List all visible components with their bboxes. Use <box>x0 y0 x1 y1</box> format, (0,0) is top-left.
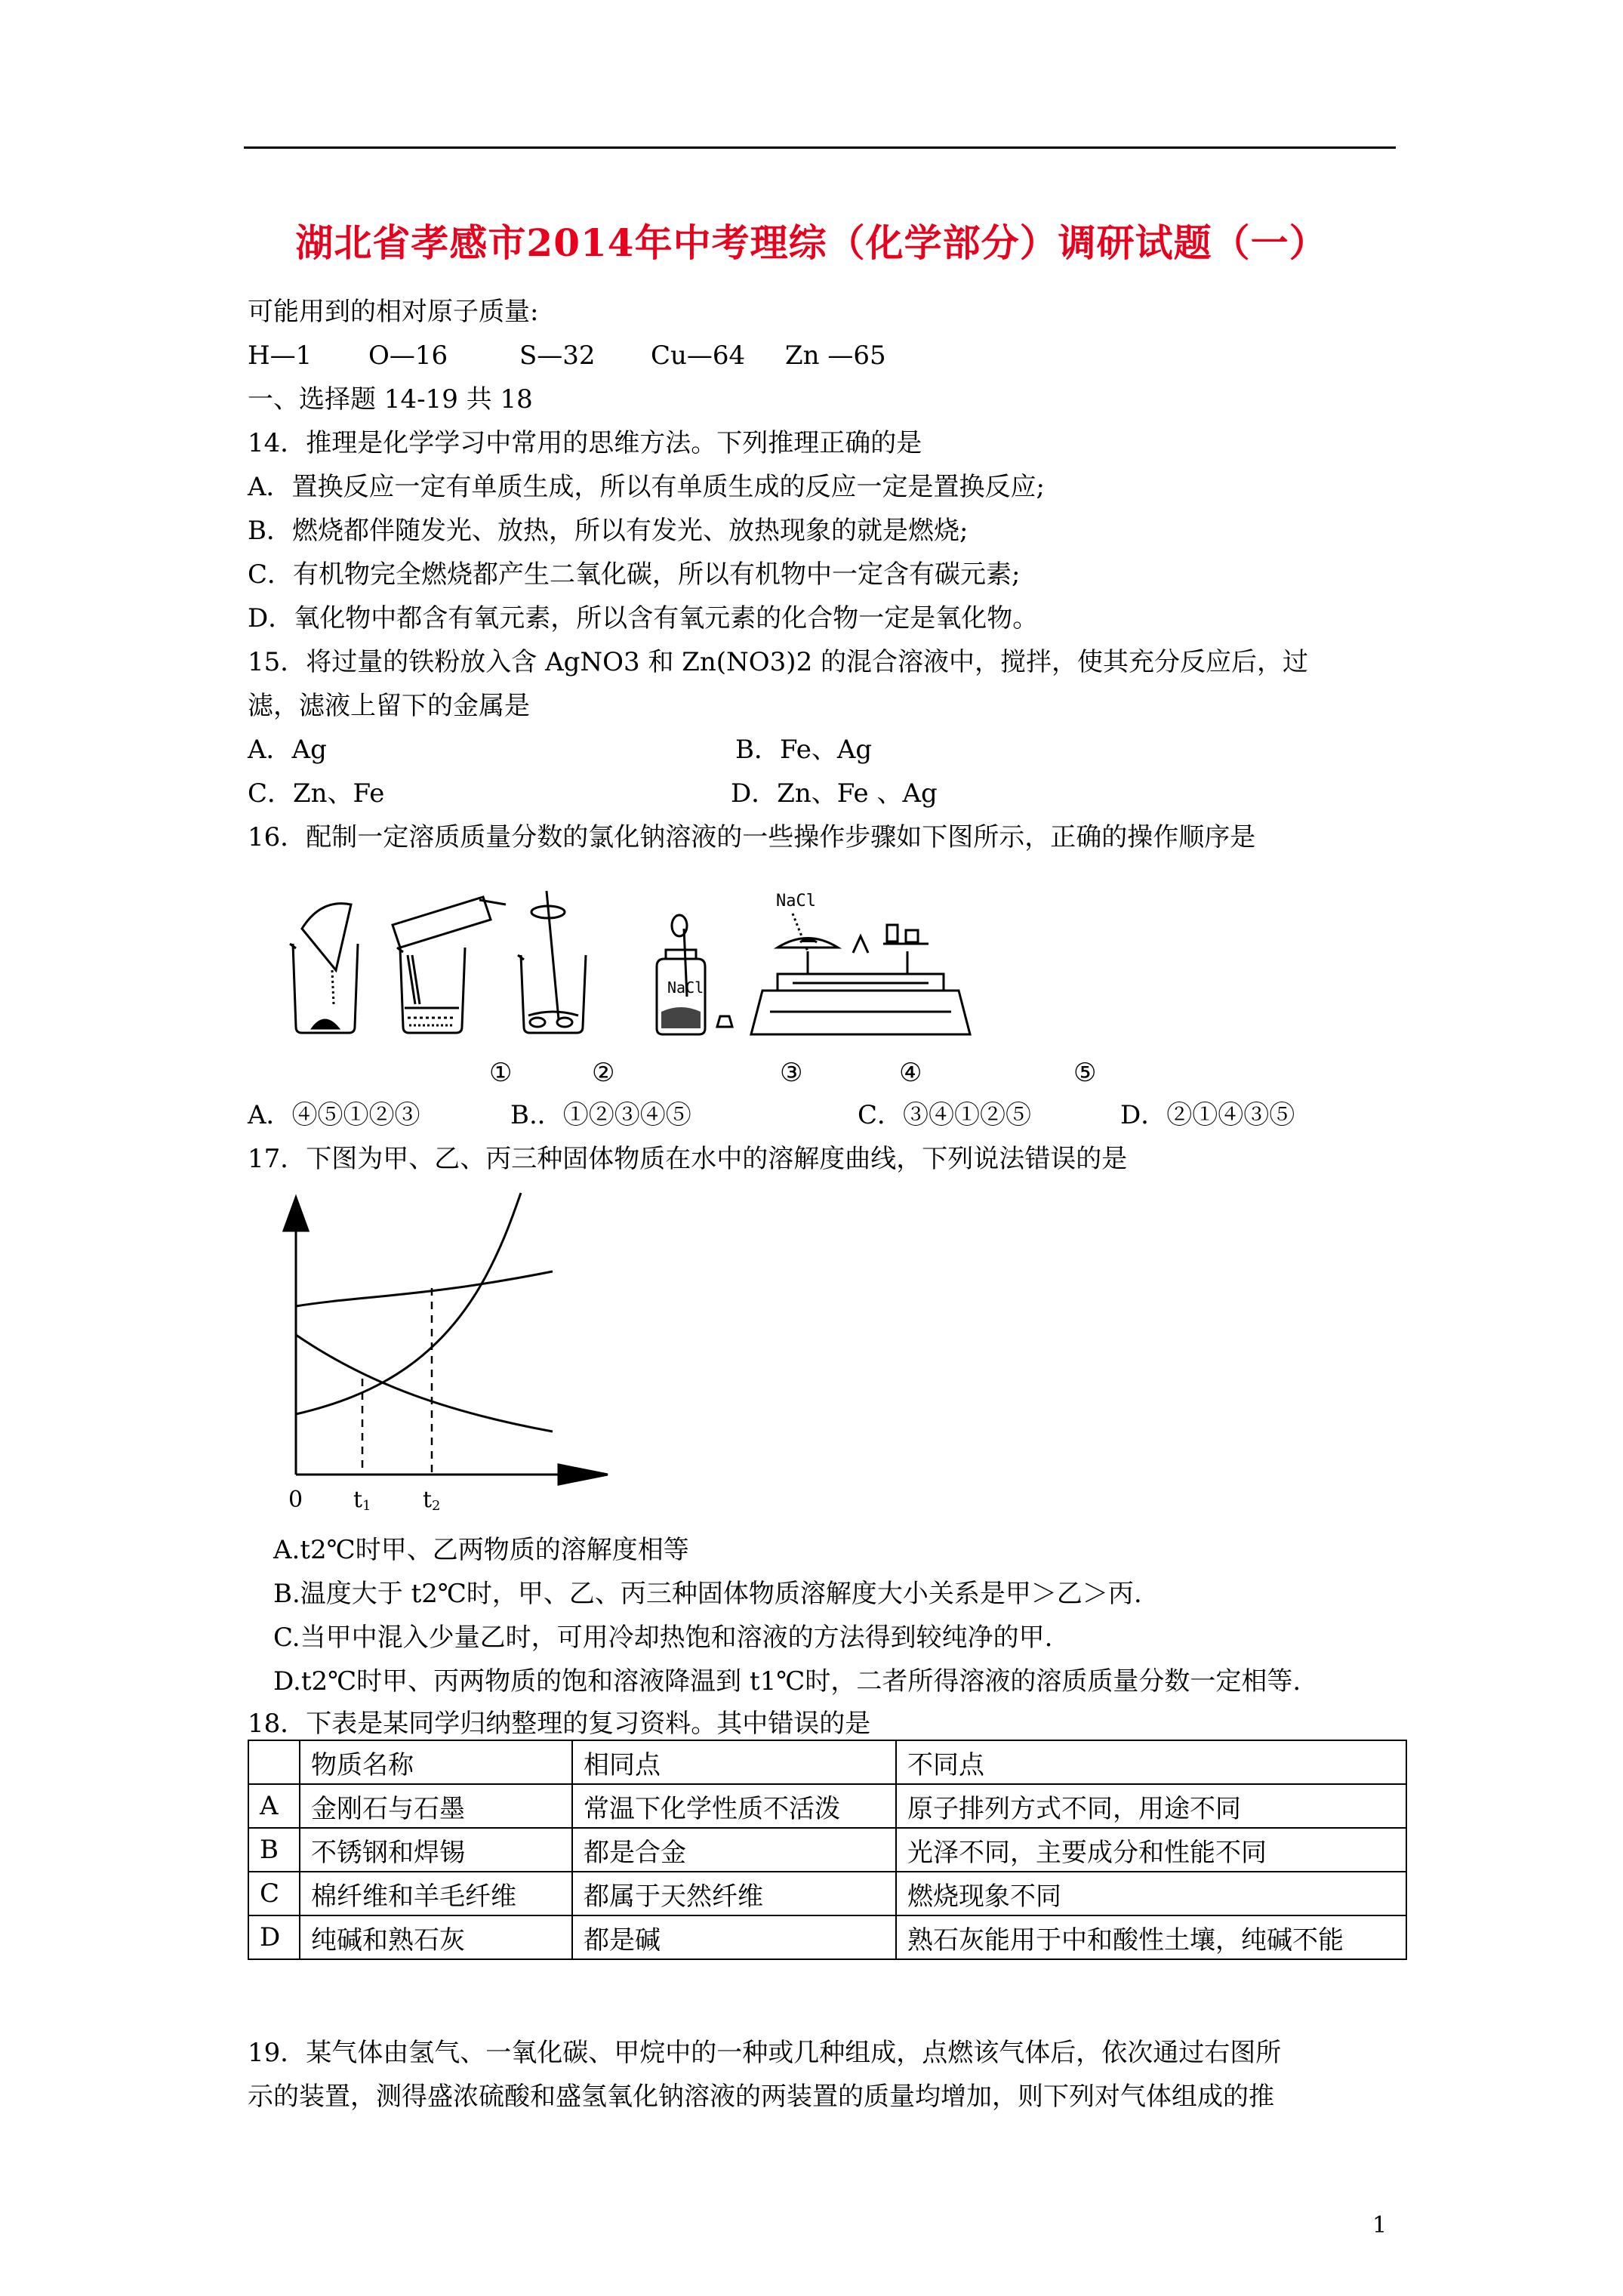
table-cell: 原子排列方式不同，用途不同 <box>896 1784 1406 1828</box>
table-cell: 都属于天然纤维 <box>572 1872 896 1915</box>
q16-option-c: C．③④①②⑤ <box>858 1100 1032 1130</box>
balance-icon <box>751 892 970 1034</box>
q15-stem-line2: 滤，滤液上留下的金属是 <box>248 691 530 721</box>
bottle-nacl-label: NaCl <box>667 978 704 997</box>
q16-figure <box>279 883 1034 1049</box>
q17-stem: 17．下图为甲、乙、丙三种固体物质在水中的溶解度曲线，下列说法错误的是 <box>248 1144 1128 1174</box>
q15-option-c: C．Zn、Fe <box>248 778 385 809</box>
mass-s: S—32 <box>519 341 596 371</box>
q15-option-d: D．Zn、Fe 、Ag <box>731 778 938 809</box>
mass-h: H—1 <box>248 341 313 371</box>
table-cell: 金刚石与石墨 <box>300 1784 572 1828</box>
q18-stem: 18．下表是某同学归纳整理的复习资料。其中错误的是 <box>248 1709 871 1739</box>
q19-line2: 示的装置，测得盛浓硫酸和盛氢氧化钠溶液的两装置的质量均增加，则下列对气体组成的推 <box>248 2082 1274 2112</box>
beaker-with-paper-icon <box>290 904 358 1033</box>
header-rule <box>244 146 1396 149</box>
q14-stem: 14．推理是化学学习中常用的思维方法。下列推理正确的是 <box>248 428 922 458</box>
y-axis-arrow <box>284 1197 308 1231</box>
mass-zn: Zn —65 <box>785 341 886 371</box>
table-row <box>248 1872 1406 1915</box>
q16-label-5: ⑤ <box>1073 1058 1097 1088</box>
q17-solubility-graph <box>272 1184 619 1516</box>
q14-option-a: A．置换反应一定有单质生成，所以有单质生成的反应一定是置换反应; <box>248 472 1046 502</box>
table-row <box>248 1915 1406 1959</box>
q16-option-b: B.．①②③④⑤ <box>510 1100 691 1130</box>
graph-t1-sub: 1 <box>362 1498 371 1514</box>
q16-label-1: ① <box>489 1058 513 1088</box>
curve-flat <box>296 1271 553 1306</box>
table-cell: C <box>248 1872 300 1915</box>
q16-option-d: D．②①④③⑤ <box>1120 1100 1295 1130</box>
x-axis-arrow <box>559 1465 608 1484</box>
table-row <box>248 1828 1406 1872</box>
q17-option-b: B.温度大于 t2℃时，甲、乙、丙三种固体物质溶解度大小关系是甲＞乙＞丙. <box>273 1579 1142 1609</box>
section-heading: 一、选择题 14-19 共 18 <box>248 384 533 415</box>
q16-label-2: ② <box>592 1058 615 1088</box>
table-cell: 不锈钢和焊锡 <box>300 1828 572 1872</box>
graph-t1: t <box>353 1487 363 1513</box>
q15-option-b: B．Fe、Ag <box>735 735 873 765</box>
table-cell: 都是碱 <box>572 1915 896 1959</box>
graph-t2-sub: 2 <box>432 1498 441 1514</box>
table-cell: 熟石灰能用于中和酸性土壤，纯碱不能 <box>896 1915 1406 1959</box>
q16-label-3: ③ <box>780 1058 803 1088</box>
q16-option-a: A．④⑤①②③ <box>248 1100 420 1130</box>
table-cell: 燃烧现象不同 <box>896 1872 1406 1915</box>
table-header-cell: 不同点 <box>896 1740 1406 1784</box>
table-cell: A <box>248 1784 300 1828</box>
table-cell: 都是合金 <box>572 1828 896 1872</box>
mass-cu: Cu—64 <box>651 341 746 371</box>
q14-option-c: C．有机物完全燃烧都产生二氧化碳，所以有机物中一定含有碳元素; <box>248 559 1021 590</box>
table-cell: 纯碱和熟石灰 <box>300 1915 572 1959</box>
q19-line1: 19．某气体由氢气、一氧化碳、甲烷中的一种或几种组成，点燃该气体后，依次通过右图所 <box>248 2038 1282 2068</box>
q14-option-d: D．氧化物中都含有氧元素，所以含有氧元素的化合物一定是氧化物。 <box>248 603 1039 633</box>
table-header-cell <box>248 1740 300 1784</box>
graph-t2: t <box>423 1487 433 1513</box>
table-cell: B <box>248 1828 300 1872</box>
q17-option-a: A.t2℃时甲、乙两物质的溶解度相等 <box>273 1535 689 1565</box>
q15-option-a: A．Ag <box>248 735 327 765</box>
beaker-stirring-icon <box>518 891 586 1033</box>
q17-option-c: C.当甲中混入少量乙时，可用冷却热饱和溶液的方法得到较纯净的甲. <box>273 1623 1053 1653</box>
table-cell: D <box>248 1915 300 1959</box>
intro-label: 可能用到的相对原子质量: <box>248 297 539 327</box>
curve-rising <box>296 1193 521 1414</box>
table-cell: 光泽不同，主要成分和性能不同 <box>896 1828 1406 1872</box>
q17-option-d: D.t2℃时甲、丙两物质的饱和溶液降温到 t1℃时，二者所得溶液的溶质质量分数一定相等. <box>273 1666 1301 1697</box>
page-number: 1 <box>1372 2212 1387 2239</box>
table-header-row <box>248 1740 1406 1784</box>
q16-label-4: ④ <box>899 1058 922 1088</box>
page-title: 湖北省孝感市2014年中考理综（化学部分）调研试题（一） <box>295 220 1328 265</box>
nacl-bottle-icon <box>657 915 732 1034</box>
q16-stem: 16．配制一定溶质质量分数的氯化钠溶液的一些操作步骤如下图所示，正确的操作顺序是 <box>248 822 1256 852</box>
q15-stem-line1: 15．将过量的铁粉放入含 AgNO3 和 Zn(NO3)2 的混合溶液中，搅拌，使其充分反应后，过 <box>248 647 1309 677</box>
mass-o: O—16 <box>368 341 448 371</box>
beaker-pouring-icon <box>393 897 506 1033</box>
q18-table <box>248 1740 1407 1960</box>
balance-nacl-label: NaCl <box>776 892 816 911</box>
curve-falling <box>296 1335 553 1432</box>
table-cell: 棉纤维和羊毛纤维 <box>300 1872 572 1915</box>
table-header-cell: 物质名称 <box>300 1740 572 1784</box>
table-row <box>248 1784 1406 1828</box>
table-header-cell: 相同点 <box>572 1740 896 1784</box>
graph-origin: 0 <box>288 1487 303 1513</box>
q14-option-b: B．燃烧都伴随发光、放热，所以有发光、放热现象的就是燃烧; <box>248 516 969 546</box>
table-cell: 常温下化学性质不活泼 <box>572 1784 896 1828</box>
